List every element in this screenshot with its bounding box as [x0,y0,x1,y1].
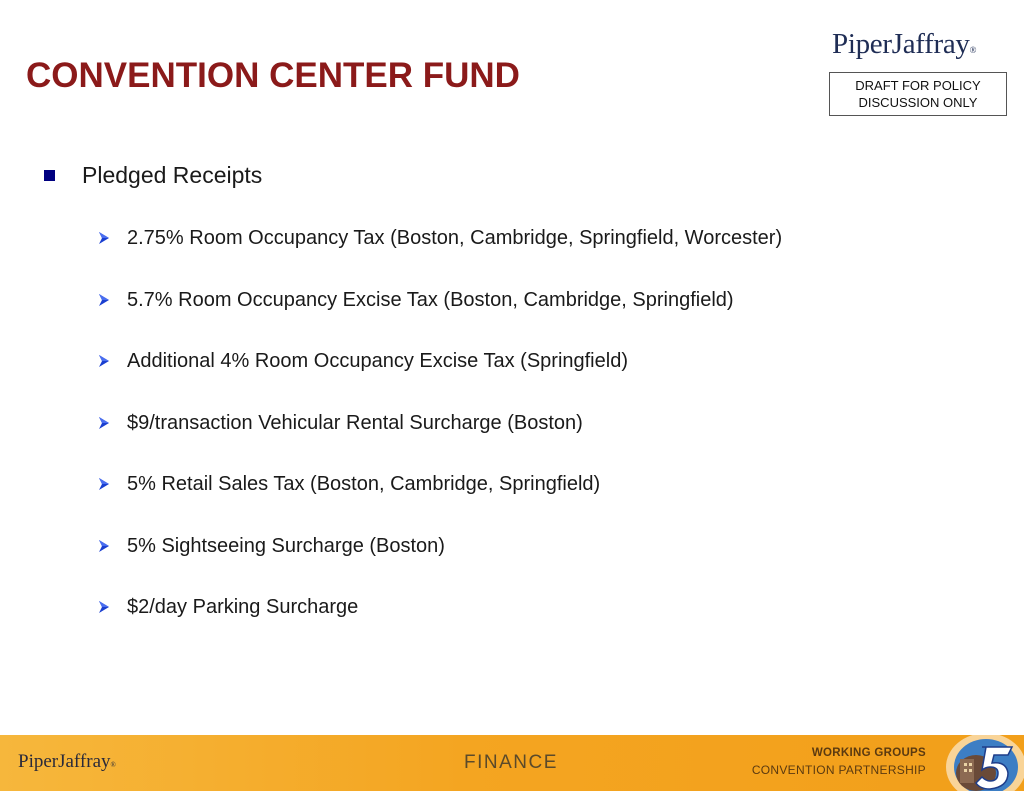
piper-jaffray-logo [832,26,976,68]
list-item-text: 5% Retail Sales Tax (Boston, Cambridge, Springfield) [127,473,601,495]
square-bullet-icon [44,170,55,181]
list-item [97,471,782,533]
list-item [97,410,782,472]
footer-piper-jaffray-logo [18,750,116,777]
arrow-bullet-icon [97,293,111,307]
footer-working-groups-line2: CONVENTION PARTNERSHIP [751,763,926,777]
main-bullet-label: Pledged Receipts [82,162,263,188]
draft-notice-line2: DISCUSSION ONLY [858,95,978,110]
list-item-text: 5% Sightseeing Surcharge (Boston) [127,534,445,557]
arrow-bullet-icon [97,416,111,430]
list-item [97,348,782,410]
list-item [97,287,782,349]
list-item [97,533,782,595]
arrow-bullet-icon [97,600,111,614]
list-item [97,594,782,656]
slide-title: CONVENTION CENTER FUND [26,56,520,95]
list-item-text: Additional 4% Room Occupancy Excise Tax (Springfield) [127,350,628,372]
footer-working-groups-line1: WORKING GROUPS [811,747,926,759]
draft-notice-line1: DRAFT FOR POLICY [855,78,981,93]
pledged-receipts-list [97,225,782,656]
footer-working-groups [700,745,926,779]
list-item-text: $9/transaction Vehicular Rental Surcharge (Boston) [127,411,583,434]
arrow-bullet-icon [97,539,111,553]
arrow-bullet-icon [97,231,111,245]
draft-notice-box [829,72,1007,116]
registered-mark: ® [969,45,977,55]
footer-registered-mark: ® [110,761,116,769]
logo-text: PiperJaffray [832,28,970,60]
list-item [97,225,782,287]
footer-logo-text: PiperJaffray [18,751,111,772]
arrow-bullet-icon [97,354,111,368]
list-item-text: 2.75% Room Occupancy Tax (Boston, Cambridge, Springfield, Worcester) [127,227,783,249]
footer-finance-label: FINANCE [464,752,558,773]
convention-partnership-emblem-icon [942,733,1024,791]
main-bullet [44,160,262,190]
list-item-text: 5.7% Room Occupancy Excise Tax (Boston, Cambridge, Springfield) [127,288,734,311]
arrow-bullet-icon [97,477,111,491]
list-item-text: $2/day Parking Surcharge [127,596,359,618]
